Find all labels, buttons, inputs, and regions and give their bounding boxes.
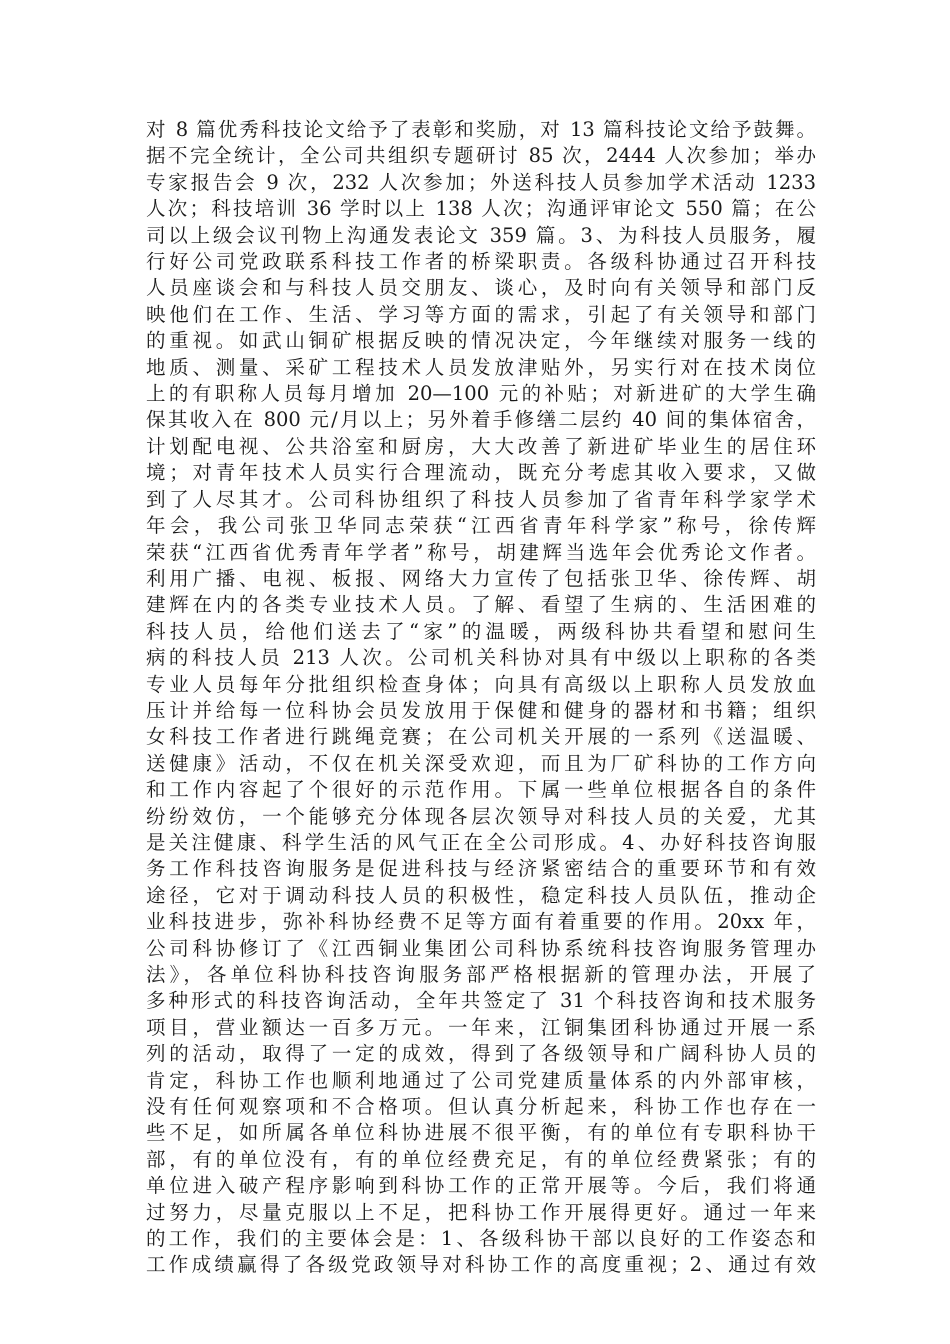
text-line: 项目，营业额达一百多万元。一年来，江铜集团科协通过开展一系 bbox=[146, 1015, 816, 1039]
text-line: 年会，我公司张卫华同志荣获“江西省青年科学家”称号，徐传辉 bbox=[146, 514, 816, 538]
text-line: 女科技工作者进行跳绳竞赛；在公司机关开展的一系列《送温暖、 bbox=[146, 725, 816, 749]
text-line: 行好公司党政联系科技工作者的桥梁职责。各级科协通过召开科技 bbox=[146, 250, 816, 274]
text-line: 利用广播、电视、板报、网络大力宣传了包括张卫华、徐传辉、胡 bbox=[146, 566, 816, 590]
text-line: 法》，各单位科协科技咨询服务部严格根据新的管理办法，开展了 bbox=[146, 963, 816, 986]
text-line: 单位进入破产程序影响到科协工作的正常开展等。今后，我们将通 bbox=[146, 1174, 816, 1198]
text-line: 据不完全统计，全公司共组织专题研讨 85 次，2444 人次参加；举办 bbox=[146, 144, 816, 168]
text-line: 人员座谈会和与科技人员交朋友、谈心，及时向有关领导和部门反 bbox=[146, 276, 816, 300]
text-line: 的工作，我们的主要体会是：1、各级科协干部以良好的工作姿态和 bbox=[146, 1227, 816, 1251]
text-line: 映他们在工作、生活、学习等方面的需求，引起了有关领导和部门 bbox=[146, 302, 816, 326]
text-line: 业科技进步，弥补科协经费不足等方面有着重要的作用。20xx 年， bbox=[146, 910, 816, 934]
text-line: 到了人尽其才。公司科协组织了科技人员参加了省青年科学家学术 bbox=[146, 487, 816, 511]
text-line: 没有任何观察项和不合格项。但认真分析起来，科协工作也存在一 bbox=[146, 1095, 816, 1119]
text-line: 公司科协修订了《江西铜业集团公司科协系统科技咨询服务管理办 bbox=[146, 936, 816, 960]
text-line: 务工作科技咨询服务是促进科技与经济紧密结合的重要环节和有效 bbox=[146, 857, 816, 881]
text-line: 境；对青年技术人员实行合理流动，既充分考虑其收入要求，又做 bbox=[146, 461, 816, 485]
text-line: 多种形式的科技咨询活动，全年共签定了 31 个科技咨询和技术服务 bbox=[146, 989, 816, 1013]
text-line: 地质、测量、采矿工程技术人员发放津贴外，另实行对在技术岗位 bbox=[146, 355, 816, 379]
text-line: 上的有职称人员每月增加 20—100 元的补贴；对新进矿的大学生确 bbox=[146, 382, 816, 406]
text-line: 对 8 篇优秀科技论文给予了表彰和奖励，对 13 篇科技论文给予鼓舞。 bbox=[146, 118, 816, 141]
text-line: 科技人员，给他们送去了“家”的温暖，两级科协共看望和慰问生 bbox=[146, 619, 816, 643]
text-line: 是关注健康、科学生活的风气正在全公司形成。4、办好科技咨询服 bbox=[146, 830, 816, 854]
text-line: 司以上级会议刊物上沟通发表论文 359 篇。3、为科技人员服务，履 bbox=[146, 223, 816, 247]
text-line: 工作成绩赢得了各级党政领导对科协工作的高度重视；2、通过有效 bbox=[146, 1253, 816, 1277]
text-line: 和工作内容起了个很好的示范作用。下属一些单位根据各自的条件 bbox=[146, 778, 816, 802]
text-line: 列的活动，取得了一定的成效，得到了各级领导和广阔科协人员的 bbox=[146, 1042, 816, 1066]
text-line: 专业人员每年分批组织检查身体；向具有高级以上职称人员发放血 bbox=[146, 672, 816, 696]
text-line: 些不足，如所属各单位科协进展不很平衡，有的单位有专职科协干 bbox=[146, 1121, 816, 1145]
text-line: 纷纷效仿，一个能够充分体现各层次领导对科技人员的关爱，尤其 bbox=[146, 804, 816, 828]
text-line: 送健康》活动，不仅在机关深受欢迎，而且为厂矿科协的工作方向 bbox=[146, 751, 816, 775]
text-line: 部，有的单位没有，有的单位经费充足，有的单位经费紧张；有的 bbox=[146, 1147, 816, 1171]
text-line: 的重视。如武山铜矿根据反映的情况决定，今年继续对服务一线的 bbox=[146, 329, 816, 353]
text-line: 专家报告会 9 次，232 人次参加；外送科技人员参加学术活动 1233 bbox=[146, 170, 816, 194]
text-line: 压计并给每一位科协会员发放用于保健和健身的器材和书籍；组织 bbox=[146, 698, 816, 722]
text-line: 荣获“江西省优秀青年学者”称号，胡建辉当选年会优秀论文作者。 bbox=[146, 540, 816, 564]
text-line: 过努力，尽量克服以上不足，把科协工作开展得更好。通过一年来 bbox=[146, 1200, 816, 1224]
text-line: 肯定，科协工作也顺利地通过了公司党建质量体系的内外部审核， bbox=[146, 1068, 816, 1092]
text-line: 途径，它对于调动科技人员的积极性，稳定科技人员队伍，推动企 bbox=[146, 883, 816, 907]
text-line: 计划配电视、公共浴室和厨房，大大改善了新进矿毕业生的居住环 bbox=[146, 434, 816, 458]
body-text bbox=[146, 117, 816, 1279]
text-line: 保其收入在 800 元/月以上；另外着手修缮二层约 40 间的集体宿舍， bbox=[146, 408, 816, 432]
text-line: 建辉在内的各类专业技术人员。了解、看望了生病的、生活困难的 bbox=[146, 593, 816, 617]
text-line: 病的科技人员 213 人次。公司机关科协对具有中级以上职称的各类 bbox=[146, 646, 816, 670]
text-line: 人次；科技培训 36 学时以上 138 人次；沟通评审论文 550 篇；在公 bbox=[146, 197, 816, 221]
